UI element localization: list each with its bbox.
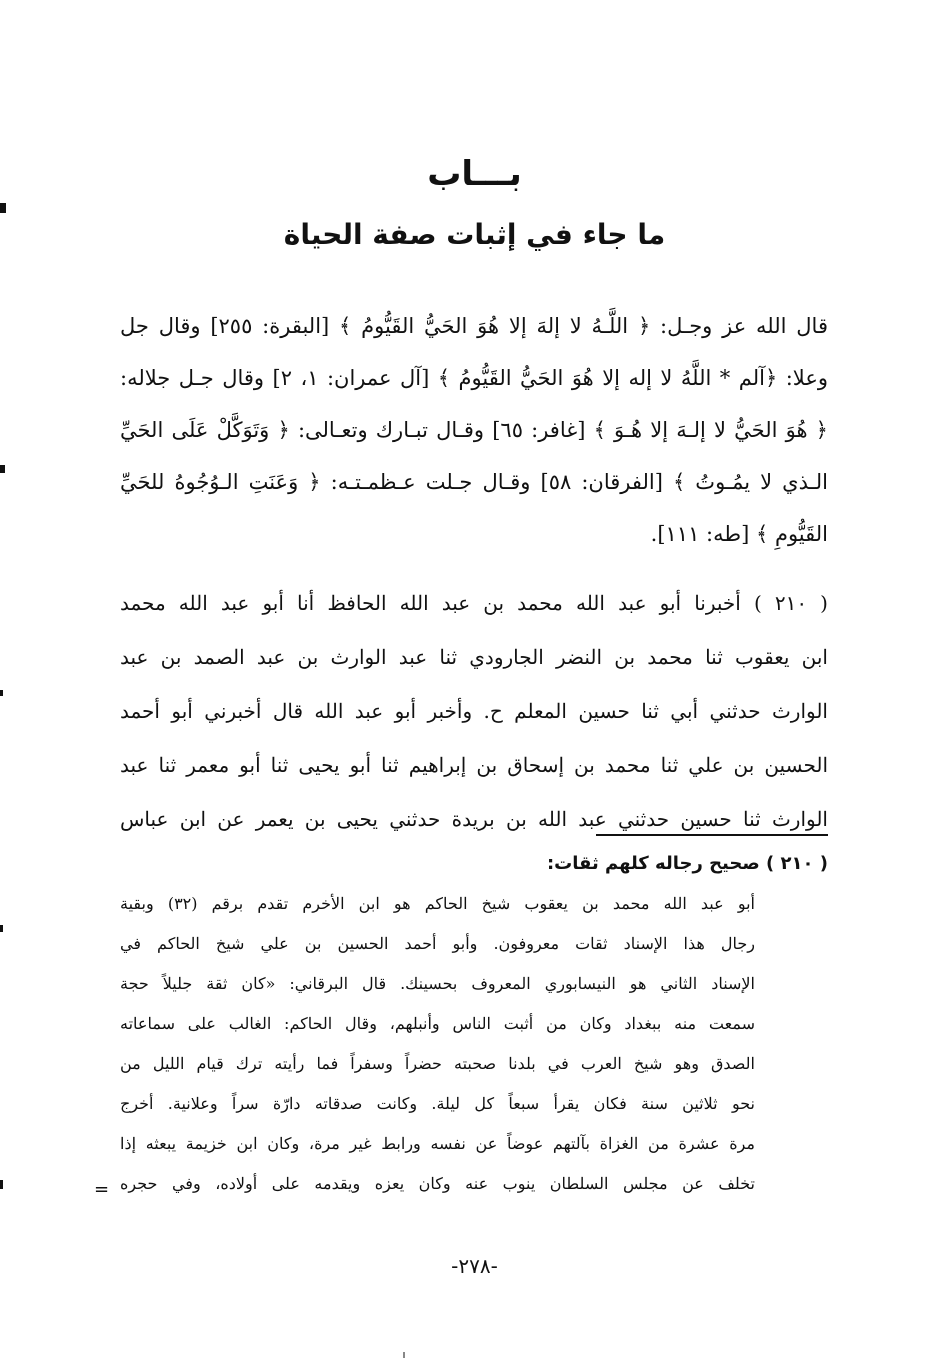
paragraph-line: ابن يعقوب ثنا محمد بن النضر الجارودي ثنا عبد الوارث بن عبد الصمد بن عبد <box>120 645 828 669</box>
hadith-paragraph <box>120 576 828 846</box>
paragraph-line: قال الله عز وجـل: ﴿ اللَّـهُ لا إلهَ إلا هُوَ الحَيُّ القَيُّومُ ﴾ [البقرة: ٢٥٥] وقال جل <box>120 314 828 338</box>
page-number: -٢٧٨- <box>451 1254 498 1278</box>
footnote-line: الإسناد الثاني هو النيسابوري المعروف بحسينك. قال البرقاني: «كان ثقة جليلاً حجة <box>120 974 755 993</box>
footnote-separator <box>596 834 828 836</box>
footnote-body <box>120 884 755 1204</box>
paragraph-line: الحسين بن علي ثنا محمد بن إسحاق بن إبراهيم ثنا أبو يحيى ثنا أبو معمر ثنا عبد <box>120 753 828 777</box>
footnote-line: الصدق وهو شيخ العرب في بلدنا صحبته حضراً وسفراً فما رأيته ترك قيام الليل من <box>120 1054 755 1073</box>
scan-edge-mark <box>0 465 5 473</box>
scan-edge-mark <box>0 925 3 932</box>
paragraph-line: القَيُّومِ ﴾ [طه: ١١١]. <box>650 522 828 546</box>
scan-edge-mark <box>0 203 6 213</box>
quran-paragraph <box>120 300 828 560</box>
footnote-line: رجال هذا الإسناد ثقات معروفون. وأبو أحمد الحسين بن علي شيخ الحاكم في <box>120 934 755 953</box>
chapter-title: بـــاب <box>427 154 522 194</box>
footnote-title: ( ٢١٠ ) صحيح رجاله كلهم ثقات: <box>546 853 828 874</box>
paragraph-line: ﴿ هُوَ الحَيُّ لا إلـهَ إلا هُـوَ ﴾ [غافر: ٦٥] وقـال تبـارك وتعـالى: ﴿ وَتَوَكَّلْ عَلَى الحَيِّ <box>120 418 828 442</box>
scan-edge-mark <box>403 1352 405 1358</box>
chapter-subtitle: ما جاء في إثبات صفة الحياة <box>283 218 666 251</box>
paragraph-line: الوارث حدثني أبي ثنا حسين المعلم ح. وأخبر أبو عبد الله قال أخبرني أبو أحمد <box>120 699 828 723</box>
footnote-line: سمعت منه ببغداد وكان من أثبت الناس وأنبلهم، وقال الحاكم: الغالب على سماعاته <box>120 1014 755 1033</box>
footnote-line: نحو ثلاثين سنة فكان يقرأ سبعاً كل ليلة. وكانت صدقاته دارّة سراً وعلانية. أخرج <box>120 1094 755 1113</box>
footnote-line: أبو عبد الله محمد بن يعقوب شيخ الحاكم هو ابن الأخرم تقدم برقم (٣٢) وبقية <box>120 894 755 913</box>
paragraph-line: الـذي لا يمُـوتُ ﴾ [الفرقان: ٥٨] وقـال جـلت عـظمـتـه: ﴿ وَعَنَتِ الـوُجُوهُ للحَيِّ <box>120 470 828 494</box>
footnote-line: مرة عشرة من الغزاة بآلتهم عوضاً عن نفسه ورابط غير مرة، وكان ابن خزيمة يبعثه إذا <box>120 1134 755 1153</box>
scan-edge-mark <box>0 1180 3 1189</box>
paragraph-line: الوارث ثنا حسين حدثني عبد الله بن بريدة حدثني يحيى بن يعمر عن ابن عباس <box>120 807 828 831</box>
paragraph-line: وعلا: ﴿آلم * اللَّهُ لا إله إلا هُوَ الحَيُّ القَيُّومُ ﴾ [آل عمران: ١، ٢] وقال جـل جلاله: <box>120 366 828 390</box>
continuation-mark: = <box>94 1179 110 1200</box>
paragraph-line: ( ٢١٠ ) أخبرنا أبو عبد الله محمد بن عبد الله الحافظ أنا أبو عبد الله محمد <box>120 591 828 615</box>
scan-edge-mark <box>0 690 3 696</box>
footnote-line: تخلف عن مجلس السلطان ينوب عنه وكان يعزه ويقدمه على أولاده، وفي حجره <box>120 1174 755 1193</box>
